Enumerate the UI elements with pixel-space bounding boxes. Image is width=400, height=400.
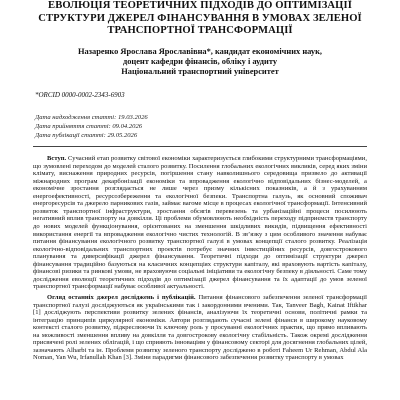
literature-review-text: Питання фінансового забезпечення зеленої трансформації транспортної галузі досліджуються як українськими так і закордонними вченими. Так, Tanveer Bagh, Kainat Iftikhar [1] досліджують перспективи розвитку зелених фінансів, аналізуючи їх теоретичні основи, політичні рамки та інтеграцію принципів циркулярної економіки. Автори розглядають сучасні зелені фінанси в широкому науковому контексті сталого розвитку, підкреслюючи їх ключову роль у просуванні екологічних практик, що прямо впливають на можливості зменшення впливу на довкілля та довгострокову екологічну стабільність. Також окремі дослідження присвячені ролі зелених облігацій, і що сприяють інноваціям у фінансовому секторі для досягнення глобальних цілей, зазначають Alharbi та ін. Проблеми розвитку зеленого транспорту досліджено в роботі Faheem Ur Rehman, Abdul Ala Noman, Yan Wu, Irfanullah Khan [3]. Зміни парадигми фінансового забезпечення розвитку транспорту в умовах [33, 293, 367, 362]
date-accepted: Дата прийняття статті: 09.04.2026 [35, 123, 143, 131]
literature-review-heading: Огляд останніх джерел досліджень і публікацій. [47, 293, 196, 301]
author-position-line: доцент кафедри фінансів, обліку і аудиту [122, 56, 278, 66]
article-title: ЕВОЛЮЦІЯ ТЕОРЕТИЧНИХ ПІДХОДІВ ДО ОПТИМІЗАЦІЇ СТРУКТУРИ ДЖЕРЕЛ ФІНАНСУВАННЯ В УМОВАХ ЗЕЛЕНОЇ ТРАНСПОРТНОЇ ТРАНСФОРМАЦІЇ [38, 0, 362, 36]
author-block [33, 47, 367, 78]
article-dates [35, 113, 367, 140]
date-published: Дата публікації статті: 29.05.2026 [35, 132, 138, 140]
literature-review-paragraph [33, 294, 367, 362]
author-affiliation-line: Національний транспортний університет [121, 66, 279, 76]
author-name-line: Назаренко Ярослава Ярославівна*, кандидат економічних наук, [77, 46, 323, 56]
orcid-line: *ORCID 0000-0002-2343-6903 [35, 91, 125, 100]
introduction-text: Сучасний етап розвитку світової економіки характеризується глибокими структурними трансформаціями, що зумовлені переходом до моделей сталого розвитку. Посилення глобальних екологічних викликів, серед яких зміни клімату, виснаження природних ресурсів, погіршення стану навколишнього середовища призвело до активації міжнародних програм декарбонізації економіки та впровадження екологічно відповідальних бізнес-моделей, а економічне зростання розглядається не лише через призму кількісних показників, а й з урахуванням енергоефективності, ресурсозбереження та екологічної безпеки. Транспортна галузь, як основний споживач енергоресурсів та джерело парникових газів, займає вагоме місце в процесах екологічної трансформації. Інтенсивний розвиток транспортної інфраструктури, зростання обсягів перевезень та урбанізаційні процеси посилюють негативний вплив транспорту на довкілля. Ці проблеми обумовлюють необхідність переходу підприємств транспорту до нових моделей функціонування, орієнтованих на зменшення шкідливих викидів, підвищення ефективності використання енергії та впровадження екологічно чистих технологій. В зв’язку з цим особливого значення набуває питання фінансування екологічного розвитку транспортної галузі в умовах концепції сталого розвитку. Реалізація екологічно-відповідальних транспортних проектів потребує значних інвестиційних ресурсів, довгострокового планування та диверсифікації джерел фінансування. Теоретичні підходи до оптимізації структури джерел фінансування традиційно базуються на класичних концепціях структури капіталу, які враховують вартість капіталу, фінансові ризики та ринкові умови, не враховуючи соціальні ініціативи та екологічну безпеку в діяльності. Саме тому дослідження еволюції теоретичних підходів до оптимізації джерел фінансування та їх адаптації до умов зеленої транспортної трансформації набуває особливої актуальності. [33, 155, 367, 291]
introduction-heading: Вступ. [47, 155, 67, 163]
separator-rule [33, 146, 367, 147]
date-received: Дата надходження статті: 19.03.2026 [35, 114, 148, 122]
introduction-paragraph [33, 155, 367, 291]
